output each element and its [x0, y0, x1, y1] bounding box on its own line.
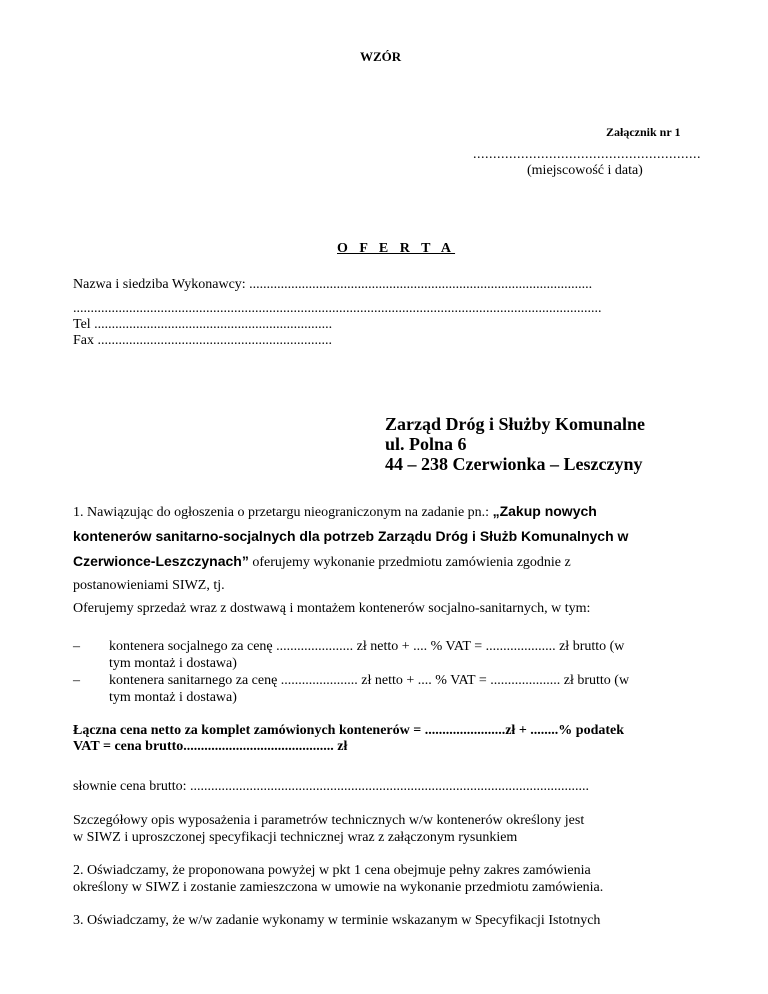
task-name-part1: „Zakup nowych	[492, 503, 597, 519]
list-item-line1: kontenera socjalnego za cenę ...................... zł netto + .... % VAT = .................... zł brutto (w	[109, 639, 625, 654]
section1-line4: postanowieniami SIWZ, tj.	[73, 578, 225, 593]
contractor-name-line: Nazwa i siedziba Wykonawcy: ..................................................................................................	[73, 277, 593, 292]
contractor-fax-line: Fax ...................................................................	[73, 333, 332, 348]
list-item-line1: kontenera sanitarnego za cenę ...................... zł netto + .... % VAT = .................... zł brutto (w	[109, 673, 630, 688]
section2-paragraph	[73, 862, 695, 896]
recipient-street: ul. Polna 6	[385, 434, 467, 454]
list-item-line2: tym montaż i dostawa)	[109, 690, 237, 705]
total-price-line1: Łączna cena netto za komplet zamówionych kontenerów = .......................zł + ........% podatek	[73, 723, 625, 738]
recipient-city: 44 – 238 Czerwionka – Leszczyny	[385, 454, 643, 474]
section1-line2	[73, 527, 628, 547]
attachment-label: Załącznik nr 1	[606, 125, 681, 139]
spec-line2: w SIWZ i uproszczonej specyfikacji technicznej wraz z załączonym rysunkiem	[73, 830, 518, 845]
section1-line1	[73, 502, 597, 522]
spec-line1: Szczegółowy opis wyposażenia i parametrów technicznych w/w kontenerów określony jest	[73, 813, 585, 828]
total-price-line2: VAT = cena brutto........................................... zł	[73, 739, 348, 754]
offer-title: O F E R T A	[337, 241, 456, 256]
section2-line1: 2. Oświadczamy, że proponowana powyżej w pkt 1 cena obejmuje pełny zakres zamówienia	[73, 863, 591, 878]
recipient-name: Zarząd Dróg i Służby Komunalne	[385, 414, 646, 434]
section3-paragraph	[73, 912, 695, 929]
section1-line3	[73, 552, 571, 572]
section1-intro: 1. Nawiązując do ogłoszenia o przetargu nieograniczonym na zadanie pn.:	[73, 505, 493, 520]
section2-line2: określony w SIWZ i zostanie zamieszczona w umowie na wykonanie przedmiotu zamówienia.	[73, 880, 604, 895]
section1-after-task: oferujemy wykonanie przedmiotu zamówienia zgodnie z	[248, 555, 571, 570]
contractor-name-line-2: .......................................................................................................................................................	[73, 301, 602, 316]
list-item-line2: tym montaż i dostawa)	[109, 656, 237, 671]
price-in-words: słownie cena brutto: ..................................................................................................................	[73, 779, 590, 794]
task-name-part3: Czerwionce-Leszczynach”	[73, 553, 249, 569]
section3-line1: 3. Oświadczamy, że w/w zadanie wykonamy w terminie wskazanym w Specyfikacji Istotnych	[73, 913, 601, 928]
place-date-dots: .........................................................	[473, 147, 701, 162]
list-dash: –	[73, 639, 80, 654]
list-dash: –	[73, 673, 80, 688]
task-name-part2: kontenerów sanitarno-socjalnych dla potrzeb Zarządu Dróg i Służb Komunalnych w	[73, 528, 629, 544]
place-date-label: (miejscowość i data)	[527, 163, 643, 178]
contractor-tel-line: Tel ....................................................................	[73, 317, 333, 332]
section1-line5: Oferujemy sprzedaż wraz z dostwawą i montażem kontenerów socjalno-sanitarnych, w tym:	[73, 601, 591, 616]
wzor-heading: WZÓR	[360, 49, 402, 64]
spec-paragraph	[73, 812, 695, 846]
